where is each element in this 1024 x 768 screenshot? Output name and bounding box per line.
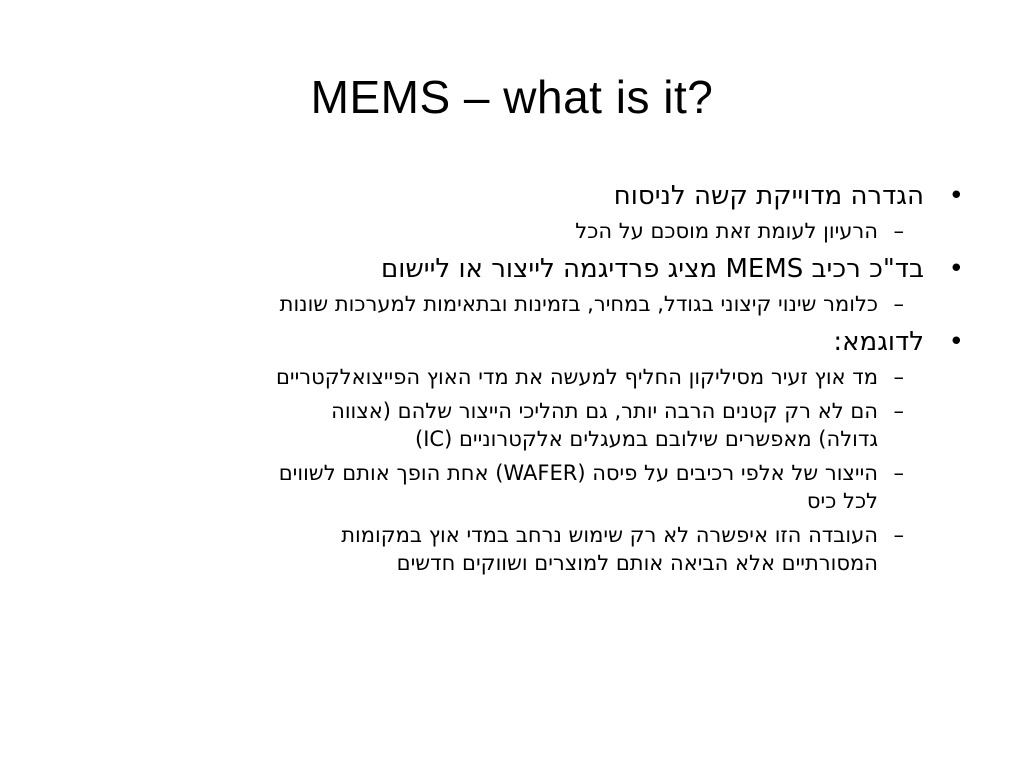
sub-bullet-item — [66, 217, 974, 245]
mems-term: MEMS — [725, 254, 804, 284]
sub-bullet-line: העובדה הזו איפשרה לא רק שימוש נרחב במדי אוץ במקומות — [341, 523, 878, 547]
slide-title: MEMS – what is it? — [310, 71, 714, 123]
bullet-item — [66, 178, 974, 214]
dash-marker: – — [893, 292, 904, 316]
bullet-text-end: מציג פרדיגמה לייצור או ליישום — [381, 254, 726, 284]
slide-content — [66, 178, 974, 583]
bullet-marker: • — [948, 327, 964, 357]
dash-marker: – — [893, 365, 904, 389]
sub-bullet-item — [66, 290, 974, 318]
sub-bullet-text: מד אוץ זעיר מסיליקון החליף למעשה את מדי האוץ הפייצואלקטריים — [275, 365, 878, 389]
dash-marker: – — [893, 219, 904, 243]
bullet-text: לדוגמא: — [833, 327, 924, 357]
sub-bullet-text: כלומר שינוי קיצוני בגודל, במחיר, בזמינות ובתאימות למערכות שונות — [279, 292, 878, 316]
dash-marker: – — [893, 399, 904, 423]
sub-bullet-line: גדולה) מאפשרים שילובם במעגלים אלקטרוניים (IC) — [415, 427, 878, 451]
dash-marker: – — [893, 523, 904, 547]
bullet-text: הגדרה מדוייקת קשה לניסוח — [613, 181, 924, 211]
sub-bullet-item — [66, 521, 974, 577]
sub-bullet-line: הם לא רק קטנים הרבה יותר, גם תהליכי הייצור שלהם (אצווה — [331, 399, 878, 423]
bullet-marker: • — [948, 254, 964, 284]
bullet-text-start: בד"כ רכיב — [803, 254, 924, 284]
sub-bullet-item — [66, 363, 974, 391]
bullet-item — [66, 251, 974, 287]
sub-bullet-line: המסורתיים אלא הביאה אותם למוצרים ושווקים חדשים — [396, 551, 878, 575]
sub-bullet-line: לכל כיס — [806, 489, 878, 513]
bullet-item — [66, 324, 974, 360]
sub-bullet-item — [66, 459, 974, 515]
bullet-marker: • — [948, 181, 964, 211]
sub-bullet-item — [66, 397, 974, 453]
sub-bullet-line: הייצור של אלפי רכיבים על פיסה (WAFER) אחת הופך אותם לשווים — [278, 461, 878, 485]
dash-marker: – — [893, 461, 904, 485]
sub-bullet-text: הרעיון לעומת זאת מוסכם על הכל — [575, 219, 878, 243]
